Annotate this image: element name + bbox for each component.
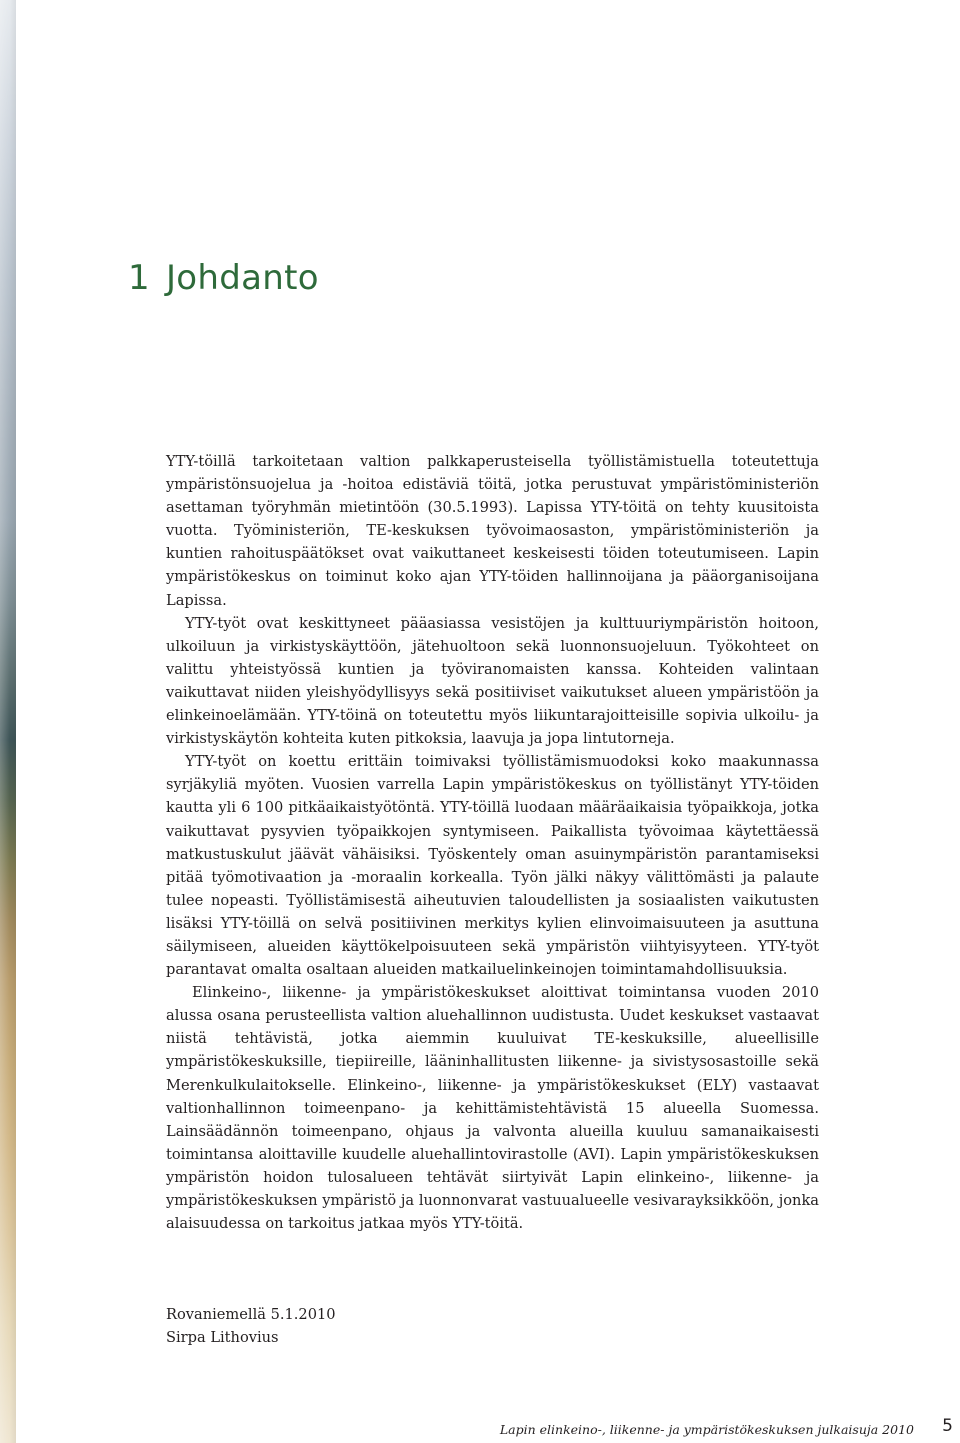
page-number: 5 xyxy=(942,1416,953,1436)
paragraph-1: YTY-töillä tarkoitetaan valtion palkkaperusteisella työllistämistuella toteutettuja ympäristönsuojelua ja -hoitoa edistäviä töitä, jotka perustuvat ympäristöministeriön asettaman työryhmän mietintöön (30.5.1993). Lapissa YTY-töitä on tehty kuusitoista vuotta. Työministeriön, TE-keskuksen työvoimaosaston, ympäristöministeriön ja kuntien rahoituspäätökset ovat vaikuttaneet keskeisesti töiden toteutumiseen. Lapin ympäristökeskus on toiminut koko ajan YTY-töiden hallinnoijana ja pääorganisoijana Lapissa. xyxy=(166,453,819,609)
paragraph-4: Elinkeino-, liikenne- ja ympäristökeskukset aloittivat toimintansa vuoden 2010 alussa osana perusteellista valtion aluehallinnon uudistusta. Uudet keskukset vastaavat niistä tehtävistä, jotka aiemmin kuuluivat TE-keskuksille, alueellisille ympäristökeskuksille, tiepiireille, lääninhallitusten liikenne- ja sivistysosastoille sekä Merenkulkulaitokselle. Elinkeino-, liikenne- ja ympäristökeskukset (ELY) vastaavat valtionhallinnon toimeenpano- ja kehittämistehtävistä 15 alueella Suomessa. Lainsäädännön toimeenpano, ohjaus ja valvonta alueilla kuuluu samanaikaisesti toimintansa aloittaville kuudelle aluehallintovirastolle (AVI). Lapin ympäristökeskuksen ympäristön hoidon tulosalueen tehtävät siirtyivät Lapin elinkeino-, liikenne- ja ympäristökeskuksen ympäristö ja luonnonvarat vastuualueelle vesivarayksikköön, jonka alaisuudessa on tarkoitus jatkaa myös YTY-töitä. xyxy=(166,984,819,1233)
signature-place-date: Rovaniemellä 5.1.2010 xyxy=(166,1306,336,1323)
chapter-number: 1 xyxy=(128,258,150,298)
signature-block xyxy=(166,1303,336,1349)
chapter-heading xyxy=(128,258,319,298)
paragraph-3: YTY-työt on koettu erittäin toimivaksi työllistämismuodoksi koko maakunnassa syrjäkyliä myöten. Vuosien varrella Lapin ympäristökeskus on työllistänyt YTY-töiden kautta yli 6 100 pitkäaikaistyötöntä. YTY-töillä luodaan määräaikaisia työpaikkoja, jotka vaikuttavat pysyvien työpaikkojen syntymiseen. Paikallista työvoimaa käytettäessä matkustuskulut jäävät vähäisiksi. Työskentely oman asuinympäristön parantamiseksi pitää työmotivaation ja -moraalin korkealla. Työn jälki näkyy välittömästi ja palaute tulee nopeasti. Työllistämisestä aiheutuvien taloudellisten ja sosiaalisten vaikutusten lisäksi YTY-töillä on selvä positiivinen merkitys kylien elinvoimaisuuteen ja asuttuna säilymiseen, alueiden käyttökelpoisuuteen sekä ympäristön viihtyisyyteen. YTY-työt parantavat omalta osaltaan alueiden matkailuelinkeinojen toimintamahdollisuuksia. xyxy=(166,753,819,979)
signature-name: Sirpa Lithovius xyxy=(166,1329,279,1347)
footer-publication: Lapin elinkeino-, liikenne- ja ympäristökeskuksen julkaisuja 2010 xyxy=(499,1422,914,1437)
paragraph-2: YTY-työt ovat keskittyneet pääasiassa vesistöjen ja kulttuuriympäristön hoitoon, ulkoiluun ja virkistyskäyttöön, jätehuoltoon sekä luonnonsuojeluun. Työkohteet on valittu yhteistyössä kuntien ja työviranomaisten kanssa. Kohteiden valintaan vaikuttavat niiden yleishyödyllisyys sekä positiiviset vaikutukset alueen ympäristöön ja elinkeinoelämään. YTY-töinä on toteutettu myös liikuntarajoitteisille sopivia ulkoilu- ja virkistyskäytön kohteita kuten pitkoksia, laavuja ja jopa lintutorneja. xyxy=(166,614,819,748)
cover-photo-edge xyxy=(0,0,16,1443)
body-text xyxy=(166,450,819,1235)
chapter-title: Johdanto xyxy=(165,258,319,298)
